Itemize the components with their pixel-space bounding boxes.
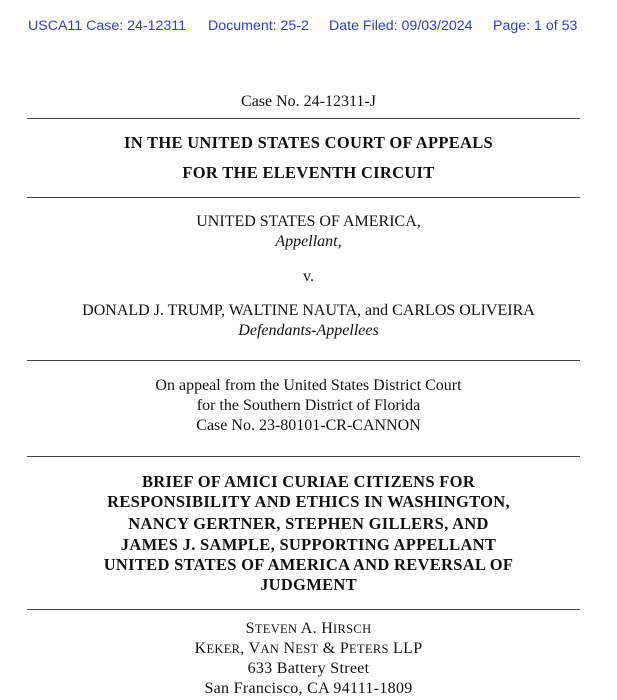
header-case: USCA11 Case: 24-12311 — [28, 18, 186, 34]
counsel-street: 633 Battery Street — [247, 660, 370, 677]
header-page: Page: 1 of 53 — [493, 18, 578, 34]
versus: v. — [303, 268, 314, 285]
appellees-names: DONALD J. TRUMP, WALTINE NAUTA, and CARLOS OLIVEIRA — [82, 302, 535, 319]
case-number: Case No. 24-12311-J — [241, 93, 376, 110]
brief-title-line-2: RESPONSIBILITY AND ETHICS IN WASHINGTON, — [107, 492, 510, 511]
counsel-city: San Francisco, CA 94111-1809 — [204, 680, 413, 697]
brief-title-line-4: JAMES J. SAMPLE, SUPPORTING APPELLANT — [120, 535, 497, 554]
divider-rule — [27, 609, 580, 610]
divider-rule — [27, 360, 580, 361]
divider-rule — [27, 118, 580, 119]
counsel-firm: KEKER, VAN NEST & PETERS LLP — [194, 640, 423, 657]
header-date-filed: Date Filed: 09/03/2024 — [329, 18, 473, 34]
appeal-line-1: On appeal from the United States District Court — [155, 377, 462, 394]
appeal-line-3: Case No. 23-80101-CR-CANNON — [196, 417, 421, 434]
brief-title-line-6: JUDGMENT — [260, 575, 357, 594]
brief-title-line-1: BRIEF OF AMICI CURIAE CITIZENS FOR — [141, 472, 476, 491]
divider-rule — [27, 197, 580, 198]
court-name-line-2: FOR THE ELEVENTH CIRCUIT — [182, 163, 435, 182]
brief-title-line-5: UNITED STATES OF AMERICA AND REVERSAL OF — [103, 555, 514, 574]
court-name-line-1: IN THE UNITED STATES COURT OF APPEALS — [123, 133, 494, 152]
appellees-role: Defendants-Appellees — [238, 322, 379, 339]
counsel-name: STEVEN A. HIRSCH — [245, 620, 372, 637]
appellant-role: Appellant, — [275, 233, 342, 250]
appellant-name: UNITED STATES OF AMERICA, — [196, 213, 421, 230]
divider-rule — [27, 456, 580, 457]
appeal-line-2: for the Southern District of Florida — [196, 397, 421, 414]
brief-title-line-3: NANCY GERTNER, STEPHEN GILLERS, AND — [128, 514, 489, 533]
header-document: Document: 25-2 — [208, 18, 309, 34]
